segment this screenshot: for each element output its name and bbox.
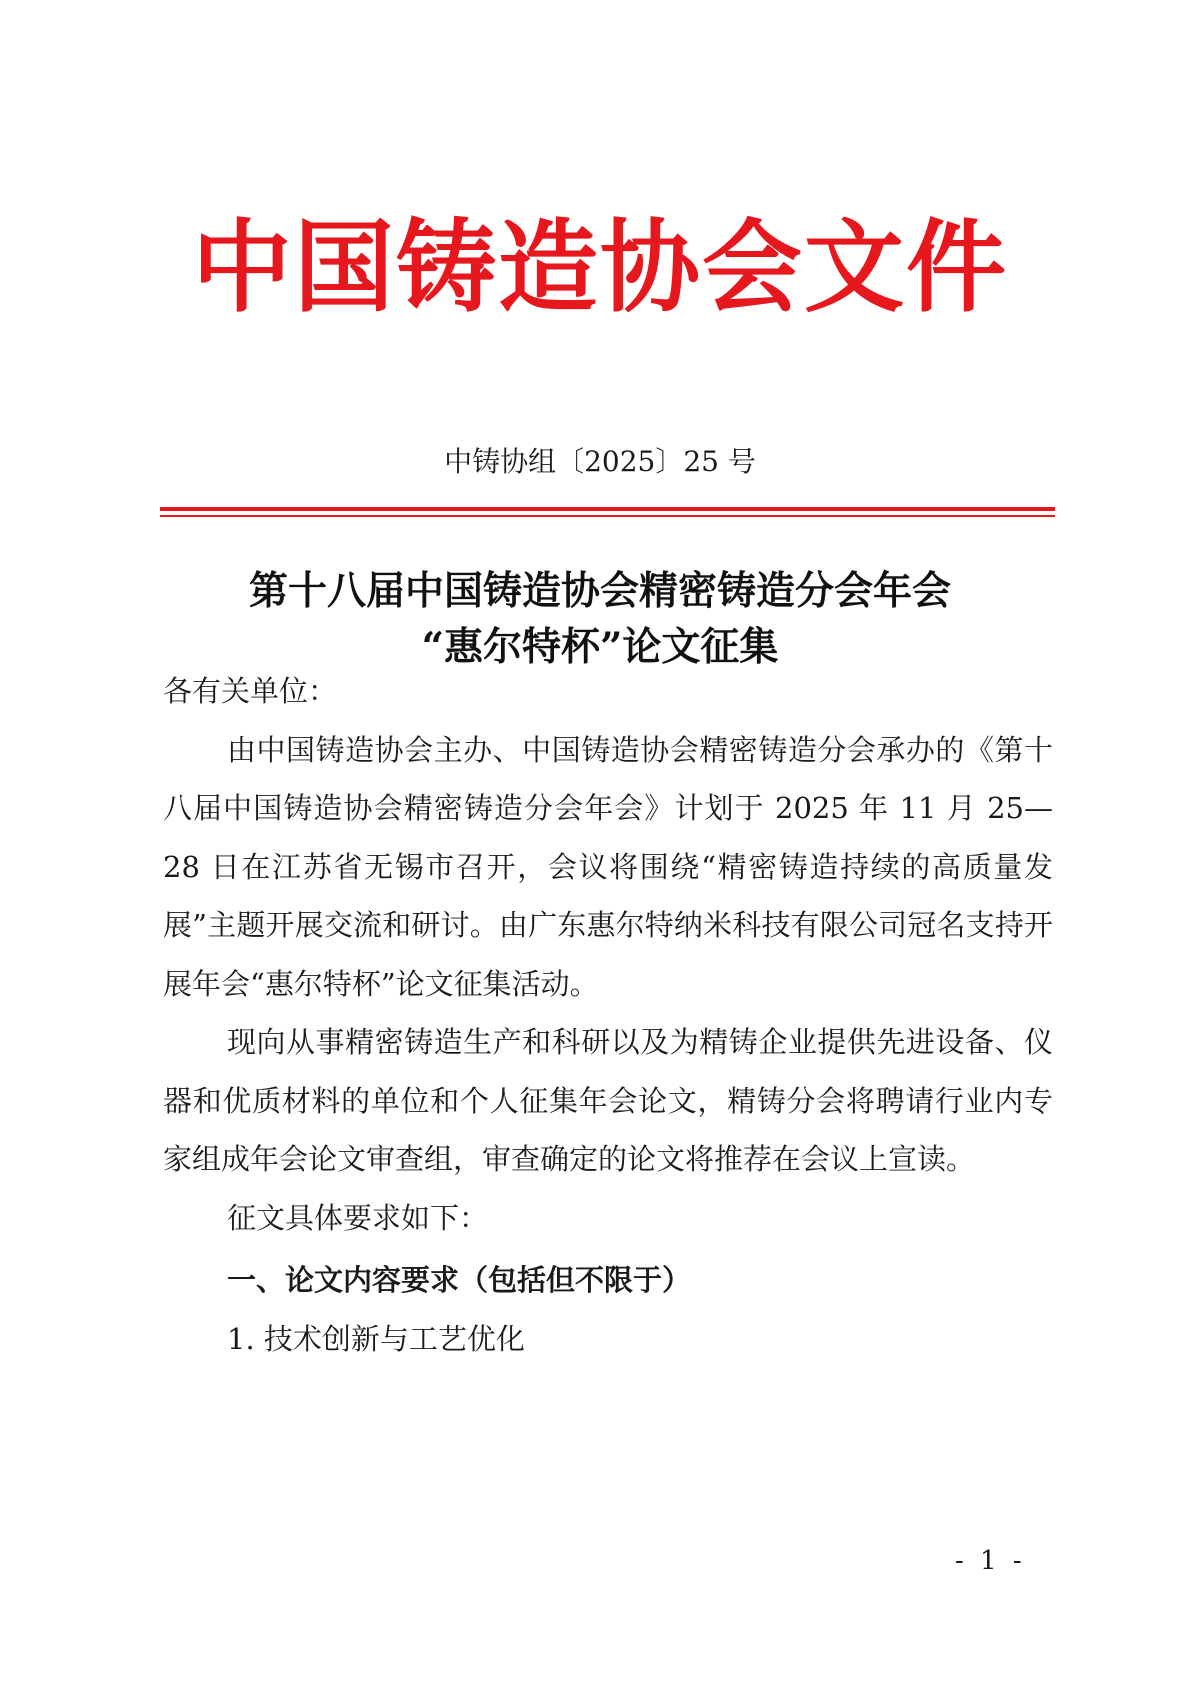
body-paragraph-intro: 由中国铸造协会主办、中国铸造协会精密铸造分会承办的《第十八届中国铸造协会精密铸造分会年会》计划于 2025 年 11 月 25—28 日在江苏省无锡市召开，会议将围绕“精密铸造持续的高质量发展”主题开展交流和研讨。由广东惠尔特纳米科技有限公司冠名支持开展年会“惠尔特杯”论文征集活动。 <box>163 732 1053 1001</box>
issuing-org-header: 中国铸造协会文件 <box>192 209 1008 326</box>
body-paragraph-requirements: 征文具体要求如下： <box>227 1200 489 1235</box>
document-number: 中铸协组〔2025〕25 号 <box>444 445 756 478</box>
document-body <box>163 662 1053 1368</box>
page-number: - 1 - <box>955 1546 1026 1576</box>
red-divider-thick <box>160 507 1055 511</box>
document-title-line1: 第十八届中国铸造协会精密铸造分会年会 <box>248 568 951 614</box>
list-item-1: 1. 技术创新与工艺优化 <box>227 1321 525 1356</box>
section-heading-content-requirements: 一、论文内容要求（包括但不限于） <box>227 1263 692 1297</box>
document-title-line2: “惠尔特杯”论文征集 <box>421 624 779 670</box>
body-paragraph-call: 现向从事精密铸造生产和科研以及为精铸企业提供先进设备、仪器和优质材料的单位和个人征集年会论文，精铸分会将聘请行业内专家组成年会论文审查组，审查确定的论文将推荐在会议上宣读。 <box>163 1025 1053 1176</box>
salutation: 各有关单位： <box>163 674 338 708</box>
red-divider-thin <box>160 515 1055 517</box>
